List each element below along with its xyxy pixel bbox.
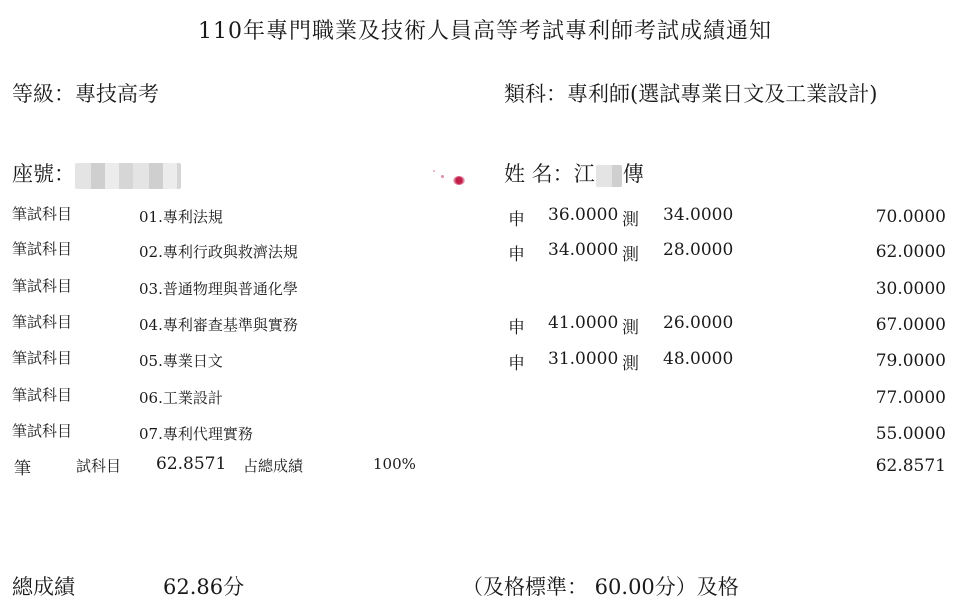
red-ink-speck (433, 170, 435, 172)
subject-name: 03.普通物理與普通化學 (139, 280, 298, 298)
subject-type: 筆試科目 (12, 313, 73, 331)
subject-name: 01.專利法規 (139, 208, 223, 226)
subject-score: 67.0000 (875, 315, 946, 335)
summary-subject-label: 試科目 (76, 457, 122, 475)
red-ink-mark (453, 176, 465, 185)
subject-type: 筆試科目 (12, 205, 73, 223)
sub-score-a-label: 申 (508, 210, 525, 230)
sub-score-b-value: 26.0000 (663, 313, 734, 333)
candidate-name-redacted (596, 165, 622, 187)
subject-score: 77.0000 (875, 388, 946, 408)
subject-type: 筆試科目 (12, 422, 73, 440)
seat-number (12, 158, 181, 189)
subject-type: 筆試科目 (12, 240, 73, 258)
subject-type: 筆試科目 (12, 277, 73, 295)
subject-name: 06.工業設計 (139, 389, 223, 407)
exam-level (12, 78, 159, 108)
sub-score-b-label: 測 (622, 245, 639, 265)
subject-type: 筆試科目 (12, 386, 73, 404)
subject-score: 30.0000 (875, 279, 946, 299)
exam-category (504, 78, 877, 108)
subject-name: 02.專利行政與救濟法規 (139, 243, 298, 261)
candidate-name (504, 158, 644, 188)
candidate-name-label: 姓 名： (504, 162, 574, 186)
document-title: 110年專門職業及技術人員高等考試專利師考試成績通知 (198, 19, 772, 44)
subject-name: 07.專利代理實務 (139, 425, 253, 443)
sub-score-b-label: 測 (622, 318, 639, 338)
sub-score-a-value: 34.0000 (548, 240, 619, 260)
exam-category-value: 專利師(選試專業日文及工業設計) (567, 82, 878, 106)
sub-score-a-label: 申 (508, 318, 525, 338)
sub-score-a-label: 申 (508, 354, 525, 374)
sub-score-a-value: 41.0000 (548, 313, 619, 333)
subject-type: 筆試科目 (12, 349, 73, 367)
candidate-name-last: 傳 (622, 162, 644, 186)
summary-average: 62.8571 (156, 454, 227, 474)
summary-written-char: 筆 (14, 459, 31, 479)
sub-score-b-label: 測 (622, 354, 639, 374)
sub-score-b-value: 34.0000 (663, 205, 734, 225)
exam-level-value: 專技高考 (75, 82, 159, 106)
exam-level-label: 等級： (12, 82, 75, 106)
subject-score: 62.0000 (875, 242, 946, 262)
subject-score: 70.0000 (875, 207, 946, 227)
red-ink-speck (441, 175, 444, 178)
candidate-name-first: 江 (573, 162, 595, 186)
sub-score-b-value: 48.0000 (663, 349, 734, 369)
sub-score-b-label: 測 (622, 210, 639, 230)
exam-category-label: 類科： (504, 82, 567, 106)
total-score-value: 62.86分 (163, 575, 245, 599)
seat-number-redacted (75, 163, 181, 189)
subject-name: 05.專業日文 (139, 352, 223, 370)
summary-weight-label: 占總成績 (243, 457, 304, 475)
sub-score-a-value: 31.0000 (548, 349, 619, 369)
subject-score: 79.0000 (875, 351, 946, 371)
sub-score-a-value: 36.0000 (548, 205, 619, 225)
summary-score: 62.8571 (875, 456, 946, 476)
pass-standard: （及格標準： 60.00分）及格 (462, 575, 739, 599)
seat-number-label: 座號： (12, 162, 75, 186)
subject-name: 04.專利審查基準與實務 (139, 316, 298, 334)
sub-score-b-value: 28.0000 (663, 240, 734, 260)
subject-score: 55.0000 (875, 424, 946, 444)
sub-score-a-label: 申 (508, 245, 525, 265)
total-score-label: 總成績 (12, 575, 75, 599)
summary-weight: 100% (373, 455, 416, 473)
